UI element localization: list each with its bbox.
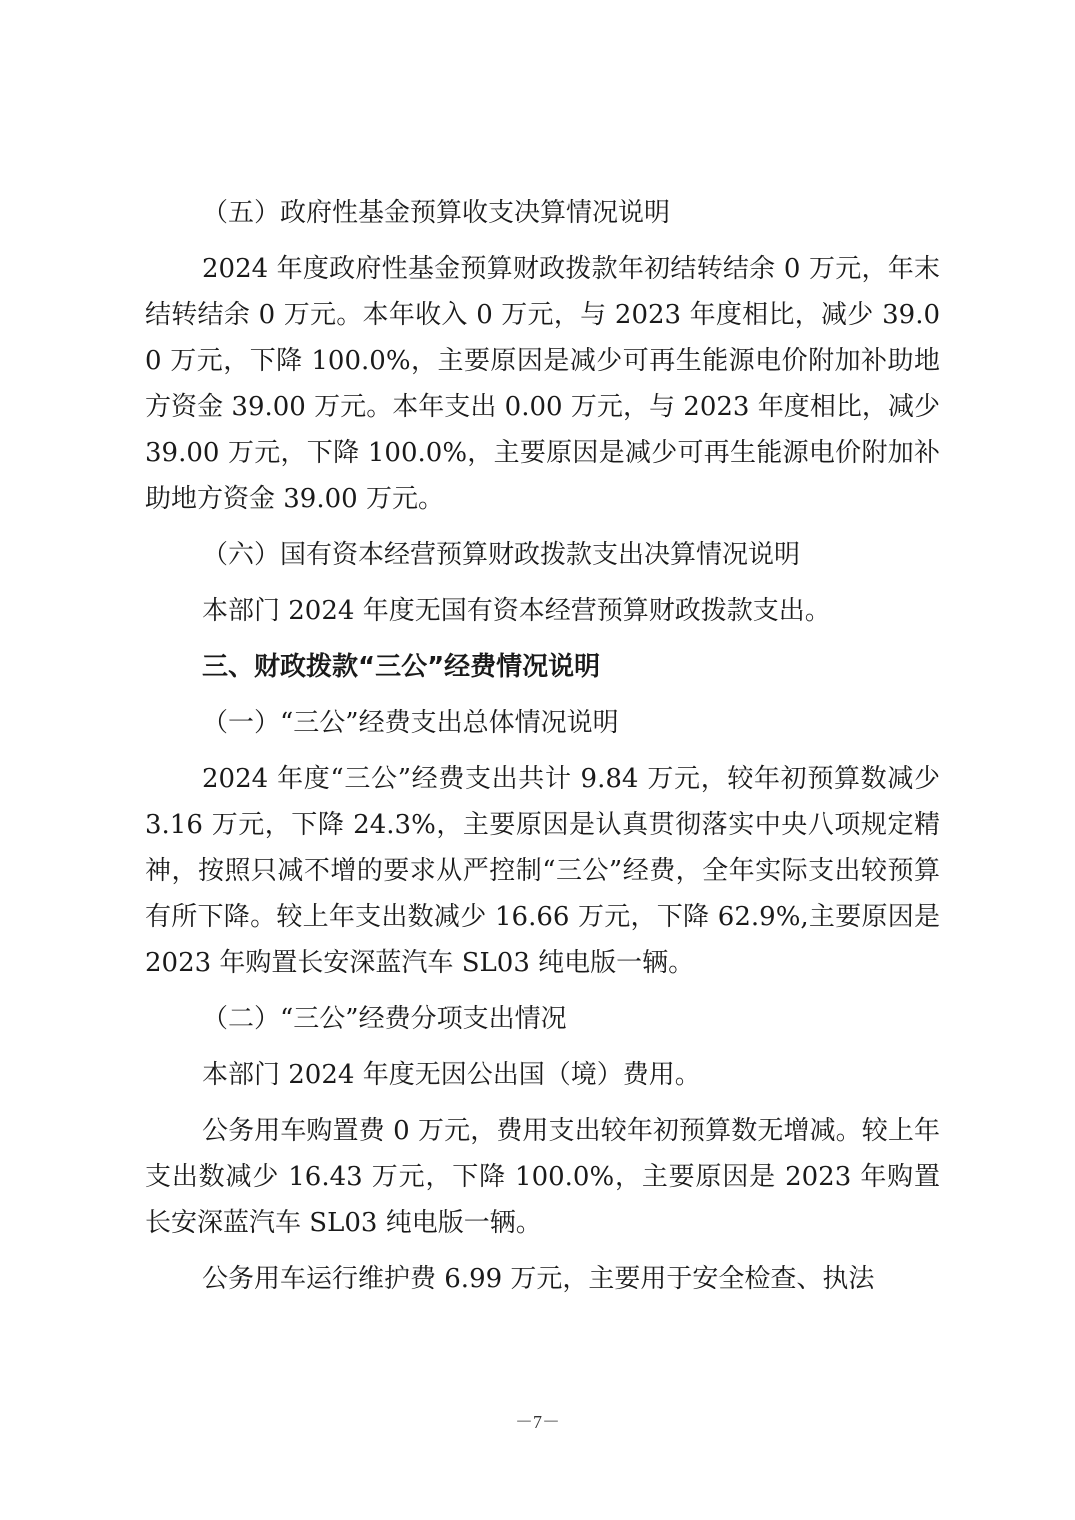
paragraph-state-capital: 本部门 2024 年度无国有资本经营预算财政拨款支出。 <box>202 596 831 626</box>
paragraph-vehicle-maintenance: 公务用车运行维护费 6.99 万元，主要用于安全检查、执法 <box>202 1264 875 1294</box>
subheading-government-fund: （五）政府性基金预算收支决算情况说明 <box>202 198 671 228</box>
paragraph-overall: 2024 年度“三公”经费支出共计 9.84 万元，较年初预算数减少 3.16 万元，下降 24.3%，主要原因是认真贯彻落实中央八项规定精神，按照只减不增的要求从严控制“三公”经费，全年实际支出较预算有所下降。较上年支出数减少 16.66 万元，下降 62.9%,主要原因是 2023 年购置长安深蓝汽车 SL03 纯电版一辆。 <box>145 764 940 978</box>
page-number: －7－ <box>515 1412 560 1432</box>
subheading-state-capital: （六）国有资本经营预算财政拨款支出决算情况说明 <box>202 540 801 570</box>
section-heading-three-public: 三、财政拨款“三公”经费情况说明 <box>202 652 601 682</box>
paragraph-overseas: 本部门 2024 年度无因公出国（境）费用。 <box>202 1060 701 1090</box>
paragraph-vehicle-purchase: 公务用车购置费 0 万元，费用支出较年初预算数无增减。较上年支出数减少 16.43 万元，下降 100.0%，主要原因是 2023 年购置长安深蓝汽车 SL03 纯电版一辆。 <box>145 1116 940 1238</box>
subheading-itemized: （二）“三公”经费分项支出情况 <box>202 1004 567 1034</box>
subheading-overall: （一）“三公”经费支出总体情况说明 <box>202 708 619 738</box>
paragraph-government-fund: 2024 年度政府性基金预算财政拨款年初结转结余 0 万元，年末结转结余 0 万元。本年收入 0 万元，与 2023 年度相比，减少 39.00 万元，下降 100.0%，主要原因是减少可再生能源电价附加补助地方资金 39.00 万元。本年支出 0.00 万元，与 2023 年度相比，减少 39.00 万元，下降 100.0%，主要原因是减少可再生能源电价附加补助地方资金 39.00 万元。 <box>145 254 940 514</box>
page-body <box>145 190 940 1312</box>
